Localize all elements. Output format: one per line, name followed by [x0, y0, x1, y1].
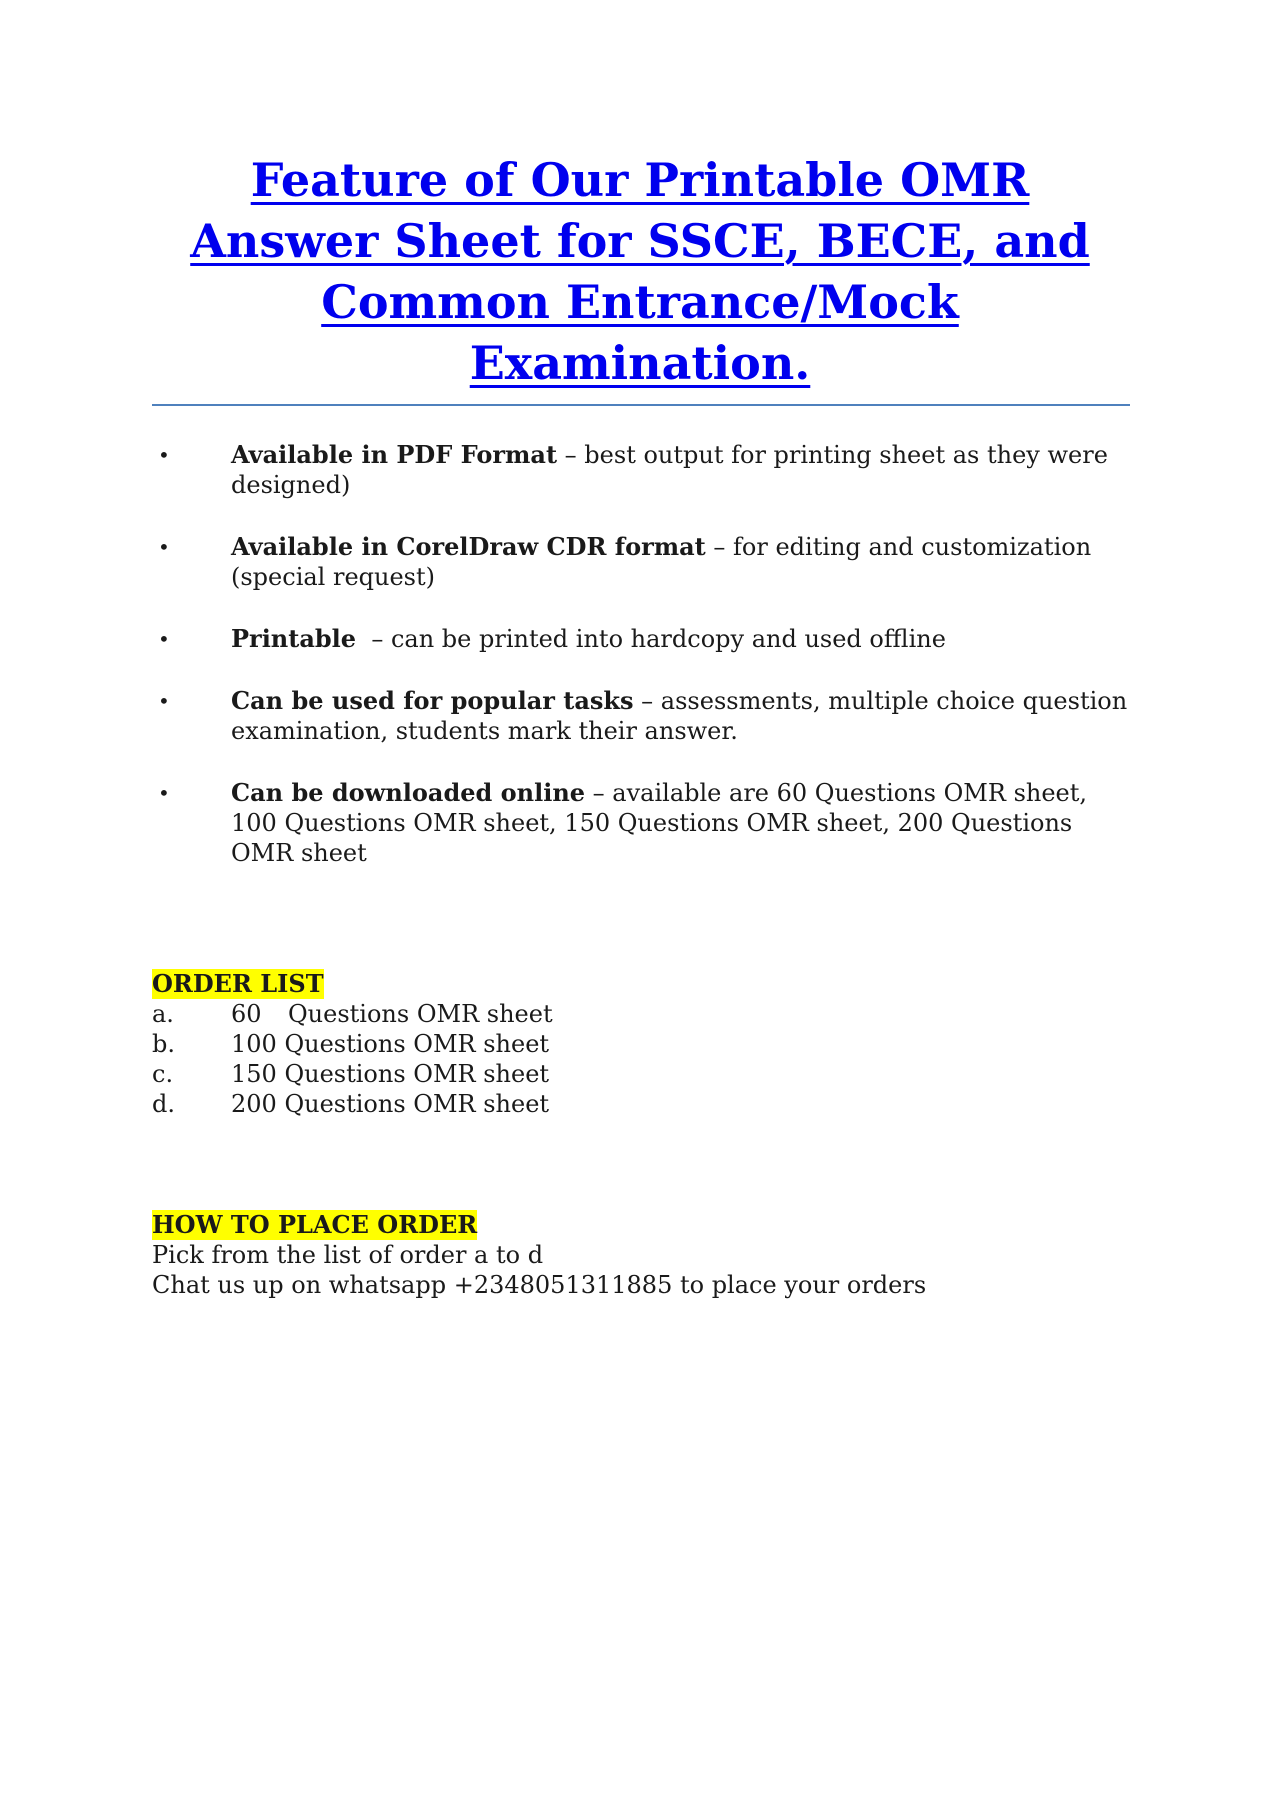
feature-item-printable — [152, 624, 1132, 654]
how-to-order-heading: HOW TO PLACE ORDER — [152, 1210, 478, 1239]
how-to-order-instruction: Pick from the list of order a to d — [152, 1241, 544, 1269]
order-item-quantity: 60 — [231, 1000, 262, 1028]
feature-title: Can be used for popular tasks — [231, 686, 634, 715]
order-item-quantity: 100 — [231, 1030, 277, 1058]
feature-title: Can be downloaded online — [231, 778, 586, 807]
order-item-label: Questions OMR sheet — [284, 1060, 550, 1088]
feature-description: – best output for printing sheet as they were designed) — [231, 441, 1108, 499]
bullet-icon: • — [158, 535, 170, 559]
feature-item-popular-tasks — [152, 686, 1132, 746]
order-list-section — [152, 969, 952, 1119]
feature-item-pdf — [152, 440, 1132, 500]
how-to-order-section — [152, 1210, 1152, 1300]
title-line-3: Common Entrance/Mock — [321, 275, 959, 329]
order-item-label: Questions OMR sheet — [284, 1090, 550, 1118]
title-line-1: Feature of Our Printable OMR — [250, 153, 1030, 207]
order-item-label: Questions OMR sheet — [288, 1000, 553, 1028]
feature-list — [152, 440, 1132, 900]
order-item-letter: a. — [152, 1000, 174, 1028]
bullet-icon: • — [158, 689, 170, 713]
order-item-quantity: 200 — [231, 1090, 277, 1118]
order-list-item — [152, 1059, 952, 1089]
feature-description: – for editing and customization (special request) — [231, 533, 1092, 591]
bullet-icon: • — [158, 443, 170, 467]
order-list-item — [152, 1029, 952, 1059]
feature-title: Available in PDF Format — [231, 440, 558, 469]
order-item-letter: b. — [152, 1030, 175, 1058]
feature-title: Available in CorelDraw CDR format — [231, 532, 706, 561]
title-line-2: Answer Sheet for SSCE, BECE, and — [190, 214, 1090, 268]
feature-description: – available are 60 Questions OMR sheet, 100 Questions OMR sheet, 150 Questions OMR sheet, 200 Questions OMR sheet — [231, 779, 1088, 867]
bullet-icon: • — [158, 627, 170, 651]
order-item-letter: c. — [152, 1060, 174, 1088]
order-list-heading: ORDER LIST — [152, 969, 324, 998]
order-list-item — [152, 999, 952, 1029]
order-item-label: Questions OMR sheet — [284, 1030, 550, 1058]
order-item-letter: d. — [152, 1090, 175, 1118]
order-list-item — [152, 1089, 952, 1119]
order-item-quantity: 150 — [231, 1060, 277, 1088]
title-divider — [152, 404, 1130, 406]
feature-description: – can be printed into hardcopy and used offline — [356, 625, 946, 653]
feature-item-coreldraw — [152, 532, 1132, 592]
feature-title: Printable — [231, 624, 357, 653]
feature-item-download — [152, 778, 1132, 868]
whatsapp-contact-line: Chat us up on whatsapp +2348051311885 to place your orders — [152, 1271, 927, 1299]
feature-description: – assessments, multiple choice question examination, students mark their answer. — [231, 687, 1128, 745]
title-line-4: Examination. — [469, 336, 811, 390]
page-title — [150, 150, 1130, 394]
bullet-icon: • — [158, 781, 170, 805]
